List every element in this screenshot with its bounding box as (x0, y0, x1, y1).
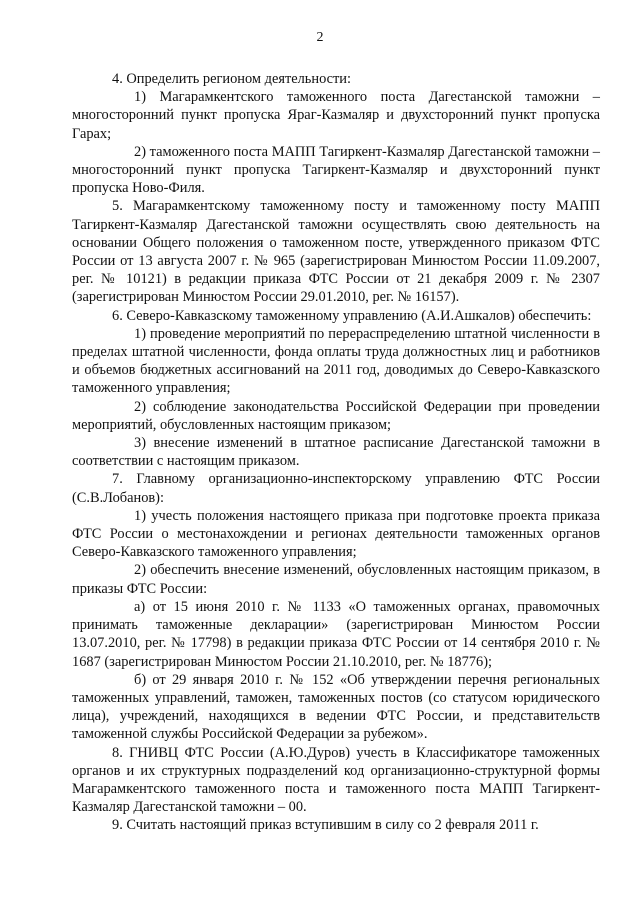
paragraph-4-1: 1) Магарамкентского таможенного поста Дагестанской таможни – многосторонний пункт пропуска Яраг-Казмаляр и двухсторонний пункт пропуска Гарах; (72, 89, 600, 142)
paragraph-7: 7. Главному организационно-инспекторскому управлению ФТС России (С.В.Лобанов): (72, 471, 600, 506)
page-number: 2 (316, 30, 324, 45)
paragraph-6: 6. Северо-Кавказскому таможенному управлению (А.И.Ашкалов) обеспечить: (112, 307, 592, 324)
paragraph-6-1: 1) проведение мероприятий по перераспределению штатной численности в пределах штатной численности, фонда оплаты труда должностных лиц и работников и объемов бюджетных ассигнований на 2011 год, доводимых до Северо-Кавказского таможенного управления; (72, 325, 600, 397)
paragraph-4: 4. Определить регионом деятельности: (112, 71, 352, 87)
paragraph-6-2: 2) соблюдение законодательства Российской Федерации при проведении мероприятий, обусловленных настоящим приказом; (72, 398, 600, 433)
paragraph-5: 5. Магарамкентскому таможенному посту и таможенному посту МАПП Тагиркент-Казмаляр Дагестанской таможни осуществлять свою деятельность на основании Общего положения о таможенном посте, утвержденного приказом ФТС России от 13 августа 2007 г. № 965 (зарегистрирован Минюстом России 11.09.2007, рег. № 10121) в редакции приказа ФТС России от 21 декабря 2009 г. № 2307 (зарегистрирован Минюстом России 29.01.2010, рег. № 16157). (72, 198, 600, 306)
paragraph-8: 8. ГНИВЦ ФТС России (А.Ю.Дуров) учесть в Классификаторе таможенных органов и их структурных подразделений код организационно-структурной формы Магарамкентского таможенного поста и таможенного поста МАПП Тагиркент-Казмаляр Дагестанской таможни – 00. (72, 744, 600, 816)
paragraph-7-2-a: а) от 15 июня 2010 г. № 1133 «О таможенных органах, правомочных принимать таможенные декларации» (зарегистрирован Минюстом России 13.07.2010, рег. № 17798) в редакции приказа ФТС России от 14 сентября 2010 г. № 1687 (зарегистрирован Минюстом России 21.10.2010, рег. № 18776); (72, 598, 600, 670)
paragraph-9: 9. Считать настоящий приказ вступившим в силу со 2 февраля 2011 г. (112, 817, 539, 834)
paragraph-4-2: 2) таможенного поста МАПП Тагиркент-Казмаляр Дагестанской таможни – многосторонний пункт пропуска Тагиркент-Казмаляр и двухсторонний пункт пропуска Ново-Филя. (72, 143, 600, 197)
paragraph-7-2-b: б) от 29 января 2010 г. № 152 «Об утверждении перечня региональных таможенных управлений, таможен, таможенных постов (со статусом юридического лица), учреждений, находящихся в ведении ФТС России, и представительств таможенной службы Российской Федерации за рубежом». (72, 671, 600, 743)
paragraph-6-3: 3) внесение изменений в штатное расписание Дагестанской таможни в соответствии с настоящим приказом. (72, 435, 600, 470)
paragraph-7-1: 1) учесть положения настоящего приказа при подготовке проекта приказа ФТС России о местонахождении и регионах деятельности таможенных органов Северо-Кавказского таможенного управления; (72, 507, 600, 561)
paragraph-7-2: 2) обеспечить внесение изменений, обусловленных настоящим приказом, в приказы ФТС России: (72, 562, 600, 597)
document-body (72, 70, 600, 835)
